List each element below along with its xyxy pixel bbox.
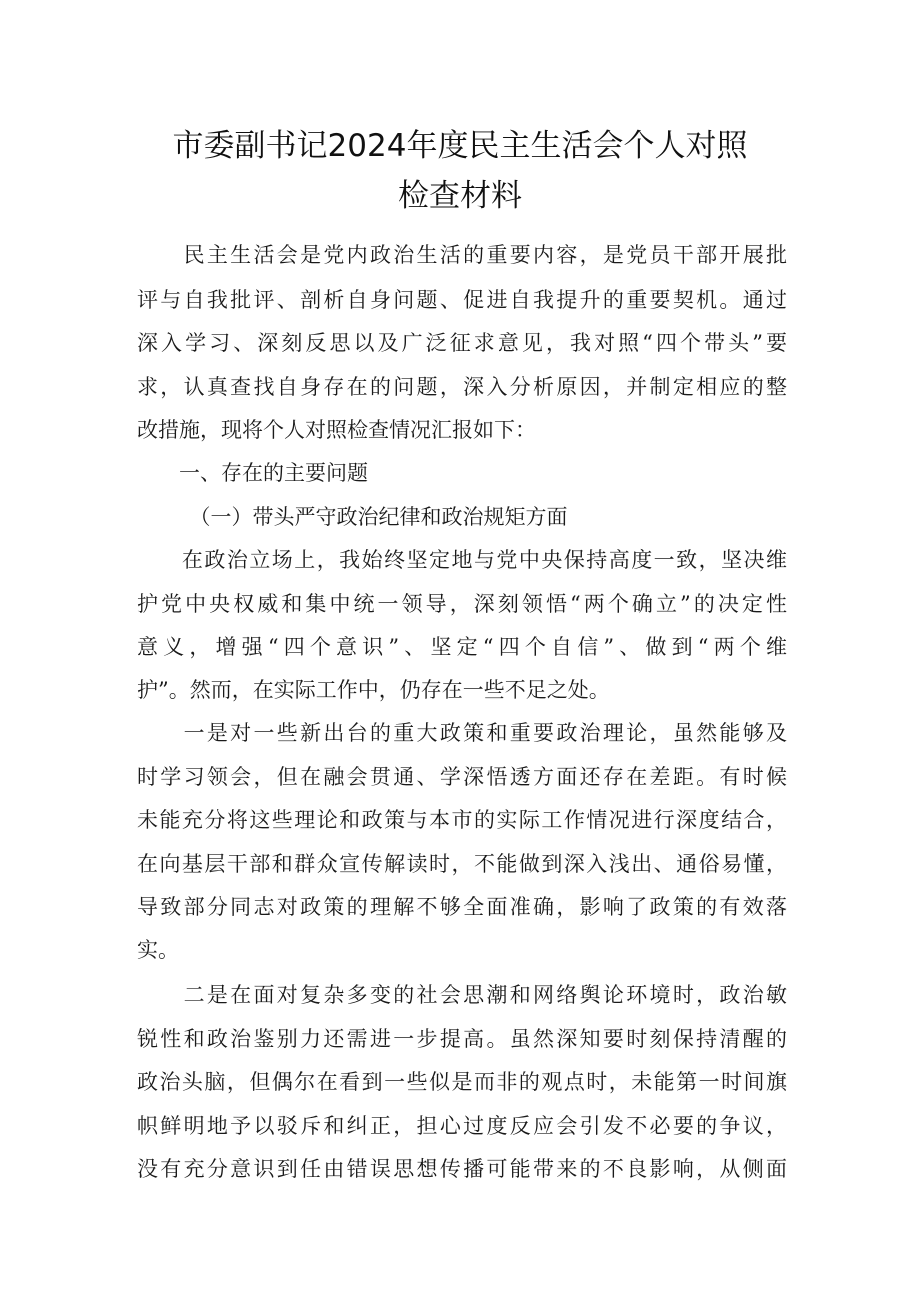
body-line: 改措施，现将个人对照检查情况汇报如下： [137,418,536,442]
body-line: 导致部分同志对政策的理解不够全面准确，影响了政策的有效落 [137,895,787,919]
body-line: 政治头脑，但偶尔在看到一些似是而非的观点时，未能第一时间旗 [137,1070,787,1094]
body-line: 深入学习、深刻反思以及广泛征求意见，我对照“四个带头”要 [137,331,787,355]
body-line: 没有充分意识到任由错误思想传播可能带来的不良影响，从侧面 [137,1157,787,1181]
body-line: 护”。然而，在实际工作中，仍存在一些不足之处。 [137,678,610,702]
document-title-line-1: 市委副书记2024年度民主生活会个人对照 [172,128,748,164]
body-line: 护党中央权威和集中统一领导，深刻领悟“两个确立”的决定性 [137,592,787,616]
body-line: 评与自我批评、剖析自身问题、促进自我提升的重要契机。通过 [137,288,787,312]
body-line: 意义，增强“四个意识”、坚定“四个自信”、做到“两个维 [137,635,787,659]
body-line: 锐性和政治鉴别力还需进一步提高。虽然深知要时刻保持清醒的 [137,1027,787,1051]
body-line: 二是在面对复杂多变的社会思潮和网络舆论环境时，政治敏 [137,983,787,1007]
section-heading: 一、存在的主要问题 [137,461,368,485]
document-title-line-2: 检查材料 [398,178,522,214]
body-line: 时学习领会，但在融会贯通、学深悟透方面还存在差距。有时候 [137,765,787,789]
subsection-heading: （一）带头严守政治纪律和政治规矩方面 [137,505,568,529]
body-line: 求，认真查找自身存在的问题，深入分析原因，并制定相应的整 [137,375,787,399]
body-line: 实。 [137,938,179,962]
body-line: 在政治立场上，我始终坚定地与党中央保持高度一致，坚决维 [137,548,787,572]
body-line: 帜鲜明地予以驳斥和纠正，担心过度反应会引发不必要的争议， [137,1114,787,1138]
body-line: 在向基层干部和群众宣传解读时，不能做到深入浅出、通俗易懂， [137,852,787,876]
body-line: 民主生活会是党内政治生活的重要内容，是党员干部开展批 [137,243,787,267]
body-line: 未能充分将这些理论和政策与本市的实际工作情况进行深度结合， [137,808,787,832]
body-line: 一是对一些新出台的重大政策和重要政治理论，虽然能够及 [137,721,787,745]
